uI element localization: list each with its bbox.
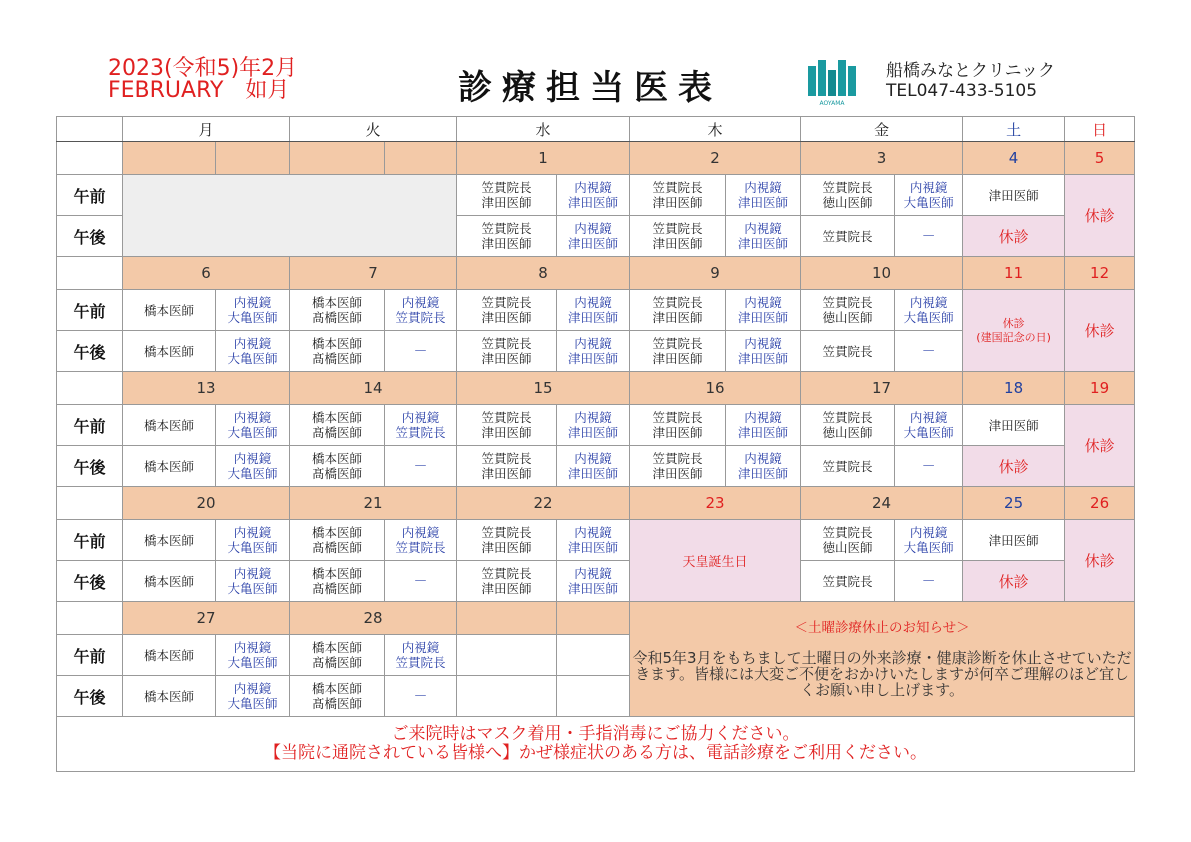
am-row — [57, 405, 1135, 446]
schedule-cell: 笠貫院長 津田医師 — [630, 216, 726, 257]
schedule-cell: 橋本医師 — [123, 446, 216, 487]
endoscopy-cell: 内視鏡 津田医師 — [557, 520, 630, 561]
weekday-sat: 土 — [963, 117, 1065, 142]
logo-text: AOYAMA — [819, 100, 845, 107]
dash-cell: － — [385, 561, 457, 602]
am-label: 午前 — [57, 520, 123, 561]
schedule-cell: 笠貫院長 — [801, 216, 895, 257]
closed-cell-sun: 休診 — [1065, 290, 1135, 372]
weekday-row — [57, 117, 1135, 142]
page-title: 診療担当医表 — [458, 68, 722, 108]
am-label: 午前 — [57, 635, 123, 676]
date-cell: 7 — [290, 257, 457, 290]
date-row — [57, 602, 1135, 635]
endoscopy-cell: 内視鏡 津田医師 — [557, 405, 630, 446]
schedule-cell: 笠貫院長 津田医師 — [630, 405, 726, 446]
date-cell-sat-holiday: 11 — [963, 257, 1065, 290]
schedule-cell: 橋本医師 — [123, 331, 216, 372]
schedule-cell: 笠貫院長 津田医師 — [630, 175, 726, 216]
schedule-cell: 笠貫院長 津田医師 — [457, 216, 557, 257]
endoscopy-cell: 内視鏡 津田医師 — [557, 446, 630, 487]
date-row-label — [57, 142, 123, 175]
endoscopy-cell: 内視鏡 津田医師 — [557, 331, 630, 372]
schedule-cell: 笠貫院長 津田医師 — [630, 446, 726, 487]
date-cell: 3 — [801, 142, 963, 175]
pm-row — [57, 446, 1135, 487]
schedule-cell: 笠貫院長 徳山医師 — [801, 520, 895, 561]
date-cell: 22 — [457, 487, 630, 520]
header-date — [108, 58, 297, 102]
endoscopy-cell: 内視鏡 津田医師 — [726, 405, 801, 446]
date-cell-holiday: 23 — [630, 487, 801, 520]
footer-line-1: ご来院時はマスク着用・手指消毒にご協力ください。 — [391, 724, 800, 744]
schedule-cell: 笠貫院長 — [801, 446, 895, 487]
schedule-cell: 橋本医師 — [123, 405, 216, 446]
am-label: 午前 — [57, 405, 123, 446]
dash-cell: － — [895, 216, 963, 257]
endoscopy-cell: 内視鏡 大亀医師 — [895, 290, 963, 331]
date-row-label — [57, 602, 123, 635]
pm-label: 午後 — [57, 676, 123, 717]
schedule-cell-sat: 津田医師 — [963, 175, 1065, 216]
schedule-cell: 橋本医師 — [123, 635, 216, 676]
closed-cell-sun: 休診 — [1065, 175, 1135, 257]
endoscopy-cell: 内視鏡 大亀医師 — [216, 676, 290, 717]
empty-cell — [457, 676, 557, 717]
clinic-info — [886, 61, 1055, 101]
date-cell: 20 — [123, 487, 290, 520]
dash-cell: － — [385, 331, 457, 372]
endoscopy-cell: 内視鏡 笠貫院長 — [385, 290, 457, 331]
weekday-fri: 金 — [801, 117, 963, 142]
schedule-cell: 橋本医師 髙橋医師 — [290, 446, 385, 487]
schedule-cell: 橋本医師 髙橋医師 — [290, 561, 385, 602]
endoscopy-cell: 内視鏡 大亀医師 — [895, 405, 963, 446]
schedule-cell: 笠貫院長 津田医師 — [457, 561, 557, 602]
endoscopy-cell: 内視鏡 大亀医師 — [216, 635, 290, 676]
date-cell: 16 — [630, 372, 801, 405]
endoscopy-cell: 内視鏡 笠貫院長 — [385, 520, 457, 561]
date-row-label — [57, 372, 123, 405]
weekday-tue: 火 — [290, 117, 457, 142]
schedule-cell: 橋本医師 — [123, 290, 216, 331]
endoscopy-cell: 内視鏡 津田医師 — [557, 216, 630, 257]
schedule-cell-sat: 津田医師 — [963, 405, 1065, 446]
weekday-thu: 木 — [630, 117, 801, 142]
endoscopy-cell: 内視鏡 津田医師 — [726, 331, 801, 372]
notice-box — [630, 602, 1135, 717]
closed-cell-kenkoku: 休診 (建国記念の日) — [963, 290, 1065, 372]
endoscopy-cell: 内視鏡 大亀医師 — [216, 290, 290, 331]
date-cell-sun: 26 — [1065, 487, 1135, 520]
date-cell: 13 — [123, 372, 290, 405]
schedule-cell: 笠貫院長 津田医師 — [630, 290, 726, 331]
date-cell: 8 — [457, 257, 630, 290]
date-cell: 15 — [457, 372, 630, 405]
date-row-label — [57, 487, 123, 520]
am-row — [57, 520, 1135, 561]
date-cell — [216, 142, 290, 175]
schedule-cell: 橋本医師 — [123, 561, 216, 602]
schedule-cell: 笠貫院長 津田医師 — [457, 175, 557, 216]
date-cell: 28 — [290, 602, 457, 635]
schedule-cell-sat: 津田医師 — [963, 520, 1065, 561]
clinic-logo-icon — [806, 56, 858, 108]
dash-cell: － — [895, 561, 963, 602]
pm-row — [57, 561, 1135, 602]
schedule-cell: 笠貫院長 — [801, 561, 895, 602]
date-cell-sat: 18 — [963, 372, 1065, 405]
dash-cell: － — [895, 331, 963, 372]
pm-label: 午後 — [57, 561, 123, 602]
date-row — [57, 487, 1135, 520]
date-cell-sat: 4 — [963, 142, 1065, 175]
date-cell: 2 — [630, 142, 801, 175]
schedule-cell: 橋本医師 髙橋医師 — [290, 635, 385, 676]
am-row — [57, 175, 1135, 216]
endoscopy-cell: 内視鏡 笠貫院長 — [385, 405, 457, 446]
empty-cell — [557, 676, 630, 717]
schedule-table — [56, 116, 1135, 772]
date-cell: 1 — [457, 142, 630, 175]
date-line-1: 2023(令和5)年2月 — [108, 56, 298, 81]
date-cell: 6 — [123, 257, 290, 290]
dash-cell: － — [895, 446, 963, 487]
date-cell: 27 — [123, 602, 290, 635]
date-cell — [385, 142, 457, 175]
clinic-tel: TEL047-433-5105 — [886, 81, 1038, 101]
weekday-sun: 日 — [1065, 117, 1135, 142]
endoscopy-cell: 内視鏡 大亀医師 — [216, 405, 290, 446]
schedule-cell: 橋本医師 — [123, 676, 216, 717]
weekday-mon: 月 — [123, 117, 290, 142]
date-cell-sun: 12 — [1065, 257, 1135, 290]
schedule-cell: 笠貫院長 津田医師 — [457, 290, 557, 331]
endoscopy-cell: 内視鏡 津田医師 — [726, 446, 801, 487]
date-cell: 24 — [801, 487, 963, 520]
closed-cell-sat: 休診 — [963, 216, 1065, 257]
date-cell: 10 — [801, 257, 963, 290]
closed-cell-sun: 休診 — [1065, 520, 1135, 602]
endoscopy-cell: 内視鏡 大亀医師 — [895, 175, 963, 216]
footer-notice — [57, 717, 1135, 772]
endoscopy-cell: 内視鏡 津田医師 — [557, 175, 630, 216]
endoscopy-cell: 内視鏡 大亀医師 — [216, 446, 290, 487]
schedule-cell: 笠貫院長 津田医師 — [630, 331, 726, 372]
empty-cell — [123, 175, 457, 257]
endoscopy-cell: 内視鏡 大亀医師 — [216, 520, 290, 561]
pm-label: 午後 — [57, 331, 123, 372]
clinic-name: 船橋みなとクリニック — [886, 61, 1055, 81]
weekday-wed: 水 — [457, 117, 630, 142]
endoscopy-cell: 内視鏡 津田医師 — [726, 216, 801, 257]
date-cell: 9 — [630, 257, 801, 290]
schedule-cell: 笠貫院長 津田医師 — [457, 331, 557, 372]
endoscopy-cell: 内視鏡 大亀医師 — [216, 331, 290, 372]
schedule-cell: 笠貫院長 — [801, 331, 895, 372]
am-row — [57, 290, 1135, 331]
pm-label: 午後 — [57, 216, 123, 257]
empty-cell — [457, 635, 557, 676]
schedule-cell: 橋本医師 髙橋医師 — [290, 676, 385, 717]
holiday-cell: 天皇誕生日 — [630, 520, 801, 602]
date-cell — [290, 142, 385, 175]
corner-cell — [57, 117, 123, 142]
date-cell — [557, 602, 630, 635]
schedule-cell: 橋本医師 髙橋医師 — [290, 290, 385, 331]
schedule-cell: 笠貫院長 津田医師 — [457, 405, 557, 446]
dash-cell: － — [385, 676, 457, 717]
pm-label: 午後 — [57, 446, 123, 487]
schedule-cell: 笠貫院長 津田医師 — [457, 520, 557, 561]
date-line-2: FEBRUARY 如月 — [108, 78, 290, 103]
date-cell-sun: 5 — [1065, 142, 1135, 175]
dash-cell: － — [385, 446, 457, 487]
closed-cell-sat: 休診 — [963, 446, 1065, 487]
date-row-label — [57, 257, 123, 290]
date-cell-sun: 19 — [1065, 372, 1135, 405]
schedule-cell: 笠貫院長 徳山医師 — [801, 405, 895, 446]
notice-body: 令和5年3月をもちまして土曜日の外来診療・健康診断を休止させていただきます。皆様には大変ご不便をおかけいたしますが何卒ご理解のほど宜しくお願い申し上げます。 — [632, 649, 1132, 699]
date-cell: 17 — [801, 372, 963, 405]
endoscopy-cell: 内視鏡 津田医師 — [726, 290, 801, 331]
endoscopy-cell: 内視鏡 大亀医師 — [895, 520, 963, 561]
notice-title: ＜土曜診療休止のお知らせ＞ — [794, 620, 970, 636]
footer-line-2: 【当院に通院されている皆様へ】かぜ様症状のある方は、電話診療をご利用ください。 — [264, 743, 928, 763]
endoscopy-cell: 内視鏡 津田医師 — [557, 290, 630, 331]
endoscopy-cell: 内視鏡 笠貫院長 — [385, 635, 457, 676]
endoscopy-cell: 内視鏡 大亀医師 — [216, 561, 290, 602]
date-cell: 14 — [290, 372, 457, 405]
date-row — [57, 257, 1135, 290]
date-cell — [123, 142, 216, 175]
endoscopy-cell: 内視鏡 津田医師 — [557, 561, 630, 602]
closed-cell-sat: 休診 — [963, 561, 1065, 602]
date-cell: 21 — [290, 487, 457, 520]
schedule-cell: 笠貫院長 徳山医師 — [801, 175, 895, 216]
endoscopy-cell: 内視鏡 津田医師 — [726, 175, 801, 216]
date-cell — [457, 602, 557, 635]
schedule-cell: 笠貫院長 徳山医師 — [801, 290, 895, 331]
schedule-cell: 橋本医師 髙橋医師 — [290, 331, 385, 372]
am-label: 午前 — [57, 290, 123, 331]
empty-cell — [557, 635, 630, 676]
schedule-cell: 橋本医師 髙橋医師 — [290, 520, 385, 561]
date-row — [57, 142, 1135, 175]
schedule-cell: 橋本医師 — [123, 520, 216, 561]
am-label: 午前 — [57, 175, 123, 216]
date-cell-sat: 25 — [963, 487, 1065, 520]
schedule-cell: 笠貫院長 津田医師 — [457, 446, 557, 487]
date-row — [57, 372, 1135, 405]
footer-row — [57, 717, 1135, 772]
closed-cell-sun: 休診 — [1065, 405, 1135, 487]
schedule-cell: 橋本医師 髙橋医師 — [290, 405, 385, 446]
